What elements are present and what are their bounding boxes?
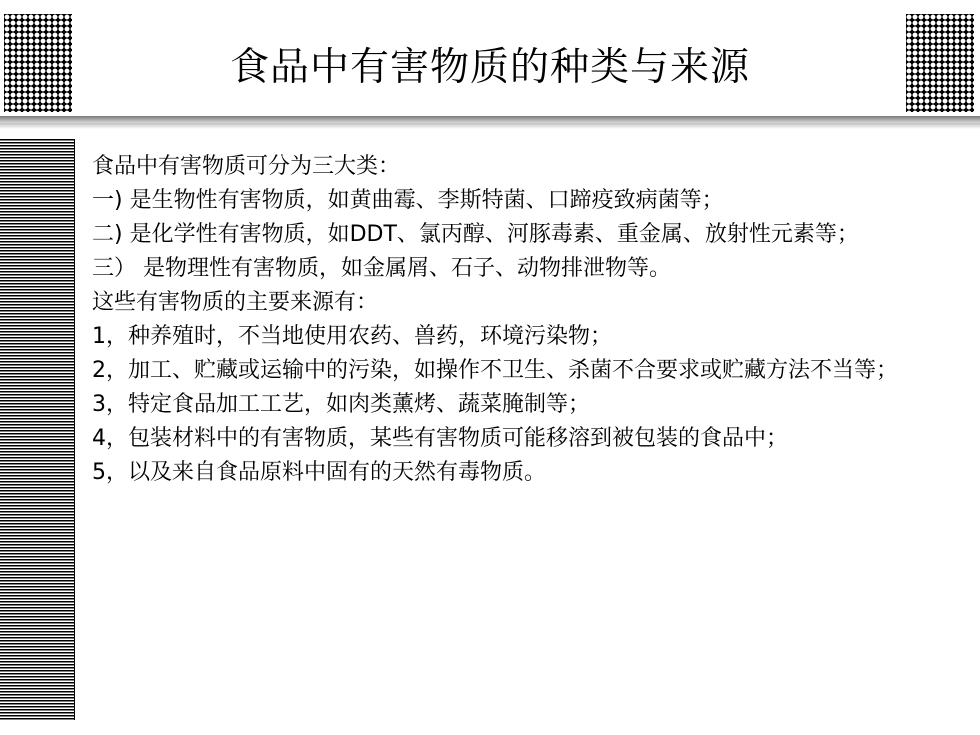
- body-line-source-4: 4，包装材料中的有害物质，某些有害物质可能移溶到被包装的食品中；: [92, 426, 788, 451]
- slide-body: [92, 152, 952, 492]
- body-line-category-1: 一) 是生物性有害物质，如黄曲霉、李斯特菌、口蹄疫致病菌等；: [92, 188, 724, 213]
- title-divider-shadow: [0, 123, 980, 129]
- body-line-category-2: 二) 是化学性有害物质，如DDT、氯丙醇、河豚毒素、重金属、放射性元素等；: [92, 222, 859, 247]
- body-line-source-3: 3，特定食品加工工艺，如肉类薰烤、蔬菜腌制等；: [92, 392, 590, 417]
- body-line-source-5: 5，以及来自食品原料中固有的天然有毒物质。: [92, 460, 546, 485]
- body-line-source-1: 1，种养殖时，不当地使用农药、兽药，环境污染物；: [92, 324, 612, 349]
- slide-title: 食品中有害物质的种类与来源: [229, 45, 750, 90]
- dotted-corner-decoration-right: [906, 14, 974, 112]
- dotted-corner-decoration-left: [4, 14, 72, 112]
- body-line-sources-heading: 这些有害物质的主要来源有：: [92, 290, 379, 315]
- title-divider: [0, 116, 980, 123]
- body-line-source-2: 2，加工、贮藏或运输中的污染，如操作不卫生、杀菌不合要求或贮藏方法不当等；: [92, 358, 898, 383]
- body-line-category-3: 三） 是物理性有害物质，如金属屑、石子、动物排泄物等。: [92, 256, 671, 281]
- body-line-intro: 食品中有害物质可分为三大类：: [92, 154, 401, 179]
- striped-side-bar: [0, 139, 75, 720]
